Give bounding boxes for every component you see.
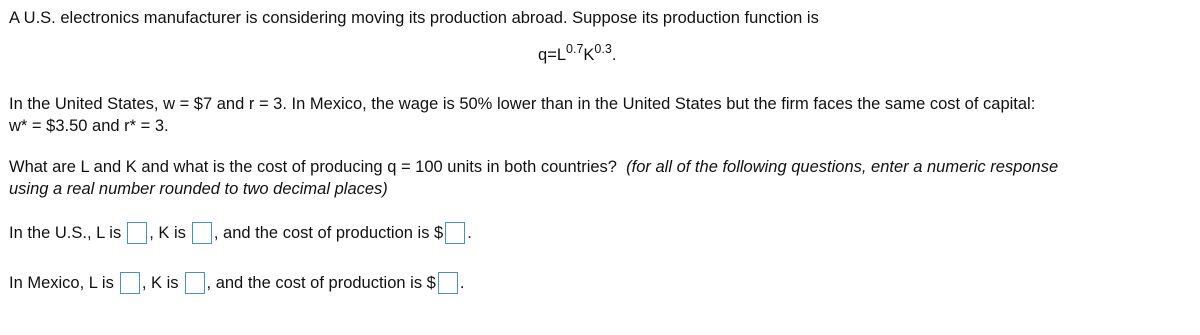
question-note-1: (for all of the following questions, enter a numeric response bbox=[626, 158, 1059, 176]
eq-exp-l: 0.7 bbox=[566, 42, 584, 56]
mexico-k-input[interactable] bbox=[185, 272, 205, 294]
problem-intro: A U.S. electronics manufacturer is considering moving its production abroad. Suppose its production function is bbox=[9, 9, 819, 27]
mexico-l-label: In Mexico, L is bbox=[9, 273, 114, 292]
eq-base-l: L bbox=[556, 46, 567, 64]
eq-lhs: q bbox=[538, 46, 548, 64]
question-note-2: using a real number rounded to two decimal places) bbox=[9, 180, 388, 198]
production-function-equation bbox=[538, 42, 617, 65]
mexico-k-label: , K is bbox=[141, 273, 179, 292]
mexico-cost-label: , and the cost of production is $ bbox=[206, 273, 436, 292]
eq-base-k: K bbox=[583, 46, 595, 64]
us-cost-input[interactable] bbox=[445, 222, 465, 244]
conditions-line-2: w* = $3.50 and r* = 3. bbox=[9, 117, 169, 135]
mexico-answer-row bbox=[9, 272, 464, 294]
eq-equals: = bbox=[547, 46, 557, 64]
us-cost-label: , and the cost of production is $ bbox=[213, 223, 444, 242]
question-line-1 bbox=[9, 157, 1058, 177]
us-l-label: In the U.S., L is bbox=[9, 223, 122, 242]
us-k-input[interactable] bbox=[192, 222, 212, 244]
question-main: What are L and K and what is the cost of producing q = 100 units in both countries? bbox=[9, 158, 617, 176]
mexico-row-end: . bbox=[459, 273, 465, 292]
us-answer-row bbox=[9, 222, 472, 244]
eq-exp-k: 0.3 bbox=[594, 42, 612, 56]
us-row-end: . bbox=[467, 223, 472, 242]
us-k-label: , K is bbox=[149, 223, 186, 242]
mexico-l-input[interactable] bbox=[120, 272, 140, 294]
mexico-cost-input[interactable] bbox=[438, 272, 458, 294]
us-l-input[interactable] bbox=[127, 222, 147, 244]
eq-end: . bbox=[611, 46, 617, 64]
conditions-line-1: In the United States, w = $7 and r = 3. In Mexico, the wage is 50% lower than in the United States but the firm faces the same cost of capital: bbox=[9, 95, 1036, 113]
